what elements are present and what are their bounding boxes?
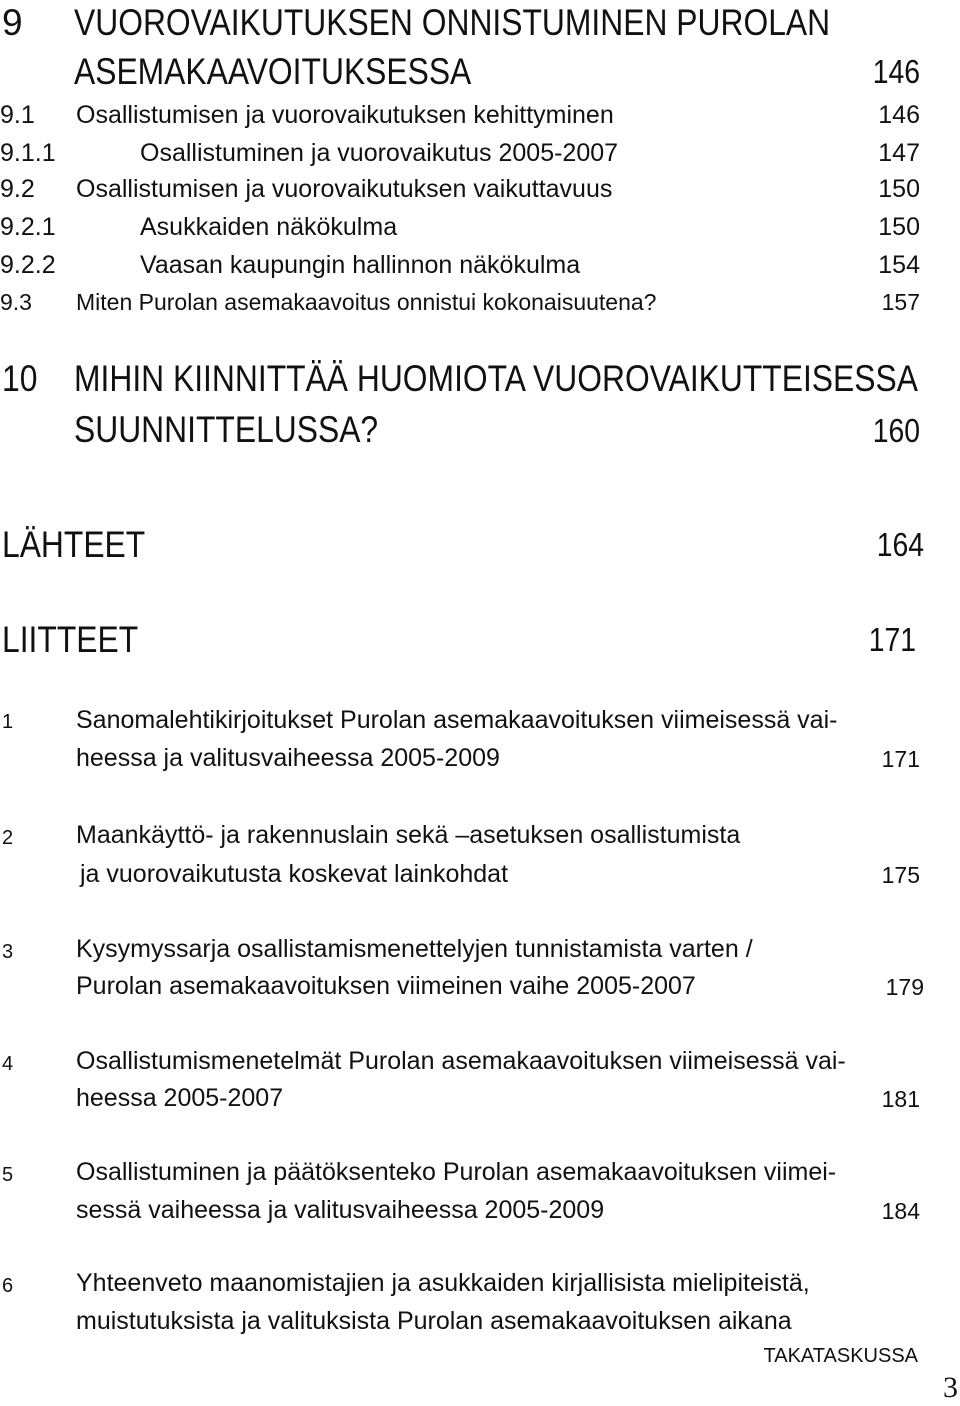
toc-appendix-3-number: 3 [2,941,14,963]
toc-item-9-2-1-page: 150 [878,213,920,241]
toc-appendix-2-line1: Maankäyttö- ja rakennuslain sekä –asetuksen osallistumista [76,821,741,849]
toc-item-9-2-2-page: 154 [878,251,920,279]
toc-appendix-6-line1: Yhteenveto maanomistajien ja asukkaiden kirjallisista mielipiteistä, [76,1269,810,1297]
page-number: 3 [943,1371,958,1404]
toc-chapter-9-title-line2: ASEMAKAAVOITUKSESSA [74,51,472,92]
toc-item-9-1-page: 146 [878,101,920,129]
toc-item-9-2-1-title: Asukkaiden näkökulma [140,213,398,241]
toc-appendix-1-page: 171 [881,746,920,772]
toc-appendix-2-line2: ja vuorovaikutusta koskevat lainkohdat [80,860,509,888]
toc-chapter-10-page: 160 [872,412,920,449]
toc-lahteet-title: LÄHTEET [2,524,146,565]
toc-item-9-2-2-title: Vaasan kaupungin hallinnon näkökulma [140,251,581,279]
toc-item-9-1-number: 9.1 [0,101,35,129]
toc-appendix-6-note: TAKATASKUSSA [763,1345,918,1367]
toc-chapter-10-title-line2: SUUNNITTELUSSA? [74,409,379,450]
toc-appendix-4-line1: Osallistumismenetelmät Purolan asemakaavoituksen viimeisessä vai- [76,1047,846,1075]
toc-item-9-2-1-number: 9.2.1 [0,213,56,241]
toc-item-9-2-number: 9.2 [0,175,35,203]
toc-appendix-3-page: 179 [885,974,924,1000]
toc-appendix-6-line2: muistutuksista ja valituksista Purolan asemakaavoituksen aikana [76,1307,792,1335]
toc-item-9-2-title: Osallistumisen ja vuorovaikutuksen vaikuttavuus [76,175,613,203]
toc-appendix-2-number: 2 [2,827,14,849]
toc-appendix-4-page: 181 [881,1086,920,1112]
toc-item-9-1-title: Osallistumisen ja vuorovaikutuksen kehittyminen [76,101,614,129]
toc-item-9-3-page: 157 [881,289,920,315]
toc-chapter-10-number: 10 [2,358,38,399]
toc-chapter-9-page: 146 [872,53,920,90]
toc-appendix-5-page: 184 [881,1198,920,1224]
toc-item-9-2-2-number: 9.2.2 [0,251,56,279]
toc-liitteet-page: 171 [868,621,916,658]
toc-appendix-3-line2: Purolan asemakaavoituksen viimeinen vaihe 2005-2007 [76,972,696,1000]
toc-appendix-4-number: 4 [2,1053,14,1075]
toc-appendix-1-line1: Sanomalehtikirjoitukset Purolan asemakaavoituksen viimeisessä vai- [76,706,838,734]
toc-appendix-1-line2: heessa ja valitusvaiheessa 2005-2009 [76,744,500,772]
toc-lahteet-page: 164 [876,526,924,563]
toc-item-9-1-1-number: 9.1.1 [0,139,56,167]
toc-item-9-1-1-page: 147 [878,139,920,167]
toc-item-9-2-page: 150 [878,175,920,203]
toc-item-9-1-1-title: Osallistuminen ja vuorovaikutus 2005-2007 [140,139,619,167]
toc-appendix-1-number: 1 [2,711,14,733]
toc-appendix-5-line2: sessä vaiheessa ja valitusvaiheessa 2005-2009 [76,1196,605,1224]
toc-item-9-3-title: Miten Purolan asemakaavoitus onnistui kokonaisuutena? [76,289,657,315]
toc-chapter-10-title-line1: MIHIN KIINNITTÄÄ HUOMIOTA VUOROVAIKUTTEISESSA [74,358,918,399]
toc-chapter-9-number: 9 [2,2,23,43]
toc-appendix-5-line1: Osallistuminen ja päätöksenteko Purolan asemakaavoituksen viimei- [76,1158,837,1186]
toc-chapter-9-title-line1: VUOROVAIKUTUKSEN ONNISTUMINEN PUROLAN [74,2,831,43]
toc-appendix-2-page: 175 [881,862,920,888]
toc-appendix-4-line2: heessa 2005-2007 [76,1084,284,1112]
toc-item-9-3-number: 9.3 [0,289,32,315]
toc-appendix-6-number: 6 [2,1275,14,1297]
toc-appendix-5-number: 5 [2,1164,14,1186]
toc-appendix-3-line1: Kysymyssarja osallistamismenettelyjen tunnistamista varten / [76,935,753,963]
toc-liitteet-title: LIITTEET [2,619,139,660]
